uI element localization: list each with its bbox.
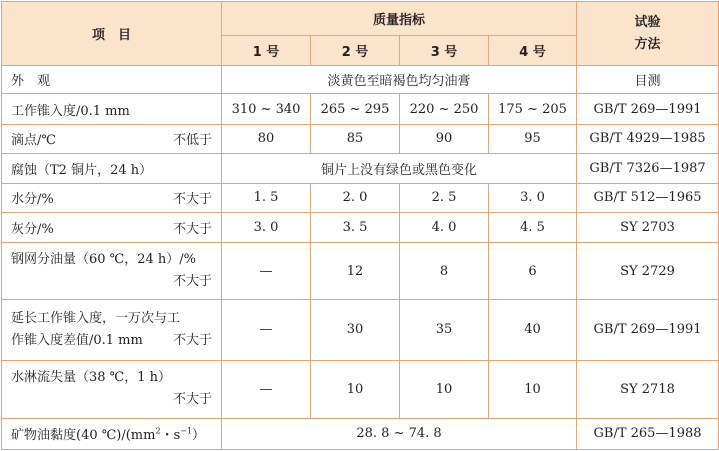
table-row-appearance bbox=[2, 66, 719, 94]
row-method: GB/T 269—1991 bbox=[577, 300, 719, 361]
row-label: 工作锥入度/0.1 mm bbox=[2, 94, 222, 124]
row-label: 外 观 bbox=[2, 66, 222, 94]
row-value-grade-4: 3. 0 bbox=[489, 183, 577, 212]
row-value-grade-2: 85 bbox=[311, 124, 400, 153]
row-label: 水分/% bbox=[11, 192, 54, 208]
row-label: 钢网分油量（60 ℃，24 h）/% bbox=[11, 252, 196, 268]
header-grade-2: 2 号 bbox=[311, 36, 400, 66]
row-label-part-c: ） bbox=[192, 428, 206, 444]
row-value-grade-4: 95 bbox=[489, 124, 577, 153]
row-value-grade-3: 2. 5 bbox=[400, 183, 489, 212]
header-method-line1: 试验 bbox=[634, 14, 661, 30]
row-method: GB/T 269—1991 bbox=[577, 94, 719, 124]
row-value-grade-1: 310 ~ 340 bbox=[222, 94, 311, 124]
row-value-grade-2: 265 ~ 295 bbox=[311, 94, 400, 124]
table-row-oil-separation bbox=[2, 243, 719, 300]
row-qualifier: 不大于 bbox=[172, 222, 212, 238]
row-label: 灰分/% bbox=[11, 222, 54, 238]
row-value-grade-3: 8 bbox=[400, 243, 489, 300]
row-value-grade-1: 3. 0 bbox=[222, 212, 311, 242]
header-method bbox=[577, 2, 719, 66]
row-label-cell bbox=[2, 212, 222, 242]
row-method: GB/T 265—1988 bbox=[577, 418, 719, 449]
table-row-ash bbox=[2, 212, 719, 242]
row-value-grade-1: — bbox=[222, 243, 311, 300]
table-row-corrosion bbox=[2, 154, 719, 183]
row-label-cell bbox=[2, 360, 222, 418]
row-value-grade-4: 4. 5 bbox=[489, 212, 577, 242]
row-label-cell bbox=[2, 124, 222, 153]
row-qualifier: 不低于 bbox=[172, 133, 212, 149]
header-method-line2: 方法 bbox=[634, 36, 661, 52]
row-value-grade-3: 4. 0 bbox=[400, 212, 489, 242]
row-value-grade-1: 1. 5 bbox=[222, 183, 311, 212]
row-label: 腐蚀（T2 铜片，24 h） bbox=[2, 154, 222, 183]
row-value-merged: 铜片上没有绿色或黑色变化 bbox=[222, 154, 577, 183]
row-label-cell bbox=[2, 243, 222, 300]
row-label-sup2: −1 bbox=[180, 426, 193, 436]
row-label-cell bbox=[2, 183, 222, 212]
row-value-grade-2: 10 bbox=[311, 360, 400, 418]
row-value-grade-1: 80 bbox=[222, 124, 311, 153]
row-qualifier: 不大于 bbox=[172, 274, 212, 290]
row-value-grade-4: 10 bbox=[489, 360, 577, 418]
row-value-grade-3: 10 bbox=[400, 360, 489, 418]
row-value-merged: 28. 8 ~ 74. 8 bbox=[222, 418, 577, 449]
row-label-part-a: 矿物油黏度(40 ℃)/(mm bbox=[11, 428, 156, 444]
table-row-viscosity bbox=[2, 418, 719, 449]
row-method: GB/T 512—1965 bbox=[577, 183, 719, 212]
header-item: 项 目 bbox=[2, 2, 222, 66]
row-value-grade-2: 2. 0 bbox=[311, 183, 400, 212]
row-value-grade-2: 3. 5 bbox=[311, 212, 400, 242]
table-row-dropping-point bbox=[2, 124, 719, 153]
row-value-grade-1: — bbox=[222, 300, 311, 361]
row-method: SY 2718 bbox=[577, 360, 719, 418]
row-label-cell bbox=[2, 300, 222, 361]
table-row-water bbox=[2, 183, 719, 212]
row-label: 水淋流失量（38 ℃，1 h） bbox=[11, 370, 171, 386]
row-label-sup1: 2 bbox=[155, 426, 161, 436]
row-value-grade-4: 40 bbox=[489, 300, 577, 361]
row-label bbox=[2, 418, 222, 449]
header-grade-1: 1 号 bbox=[222, 36, 311, 66]
row-method: SY 2729 bbox=[577, 243, 719, 300]
row-method: GB/T 4929—1985 bbox=[577, 124, 719, 153]
row-label-line1: 延长工作锥入度，一万次与工 bbox=[11, 310, 181, 326]
row-qualifier: 不大于 bbox=[172, 332, 212, 348]
row-label: 滴点/℃ bbox=[11, 133, 56, 149]
row-value-grade-1: — bbox=[222, 360, 311, 418]
row-value-grade-3: 220 ~ 250 bbox=[400, 94, 489, 124]
row-value-merged: 淡黄色至暗褐色均匀油膏 bbox=[222, 66, 577, 94]
row-method: GB/T 7326—1987 bbox=[577, 154, 719, 183]
row-value-grade-2: 12 bbox=[311, 243, 400, 300]
table-row-extended-penetration bbox=[2, 300, 719, 361]
row-value-grade-4: 6 bbox=[489, 243, 577, 300]
row-qualifier: 不大于 bbox=[172, 392, 212, 408]
grease-spec-table bbox=[1, 1, 719, 450]
header-quality-index: 质量指标 bbox=[222, 2, 577, 36]
row-method: SY 2703 bbox=[577, 212, 719, 242]
row-label-part-b: ・s bbox=[160, 428, 181, 444]
table-row-water-washout bbox=[2, 360, 719, 418]
row-value-grade-4: 175 ~ 205 bbox=[489, 94, 577, 124]
row-method: 目测 bbox=[577, 66, 719, 94]
table-row-penetration bbox=[2, 94, 719, 124]
row-value-grade-2: 30 bbox=[311, 300, 400, 361]
row-value-grade-3: 35 bbox=[400, 300, 489, 361]
row-value-grade-3: 90 bbox=[400, 124, 489, 153]
row-qualifier: 不大于 bbox=[172, 192, 212, 208]
row-label-line2: 作锥入度差值/0.1 mm bbox=[11, 332, 143, 348]
header-grade-4: 4 号 bbox=[489, 36, 577, 66]
header-grade-3: 3 号 bbox=[400, 36, 489, 66]
